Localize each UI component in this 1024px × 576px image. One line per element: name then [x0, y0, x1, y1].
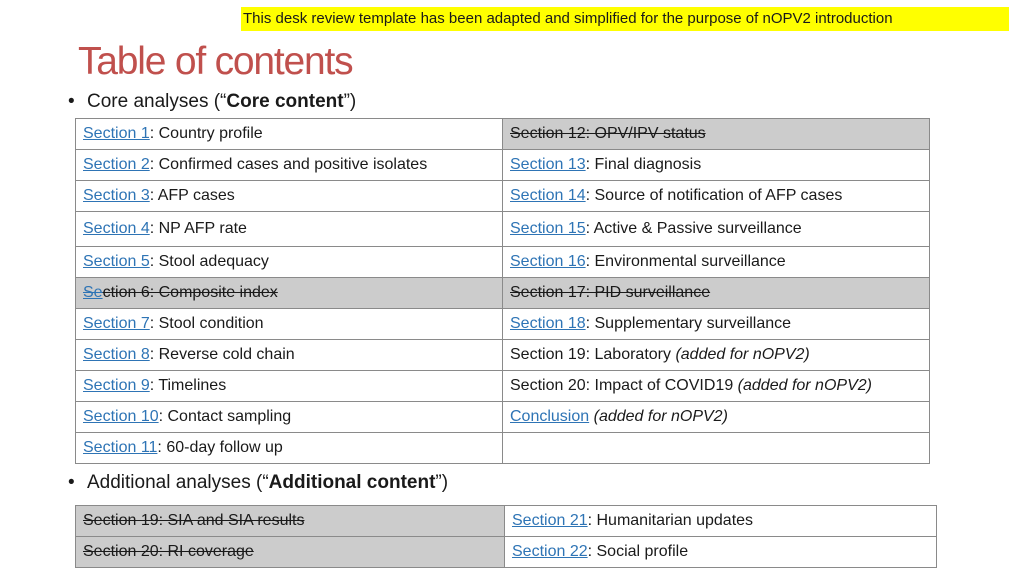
- section-link[interactable]: Section 22: [512, 543, 588, 560]
- table-cell: [76, 340, 503, 371]
- section-link[interactable]: Section 4: [83, 220, 150, 237]
- section-title: Section 20: Impact of COVID19: [510, 377, 738, 394]
- section-link[interactable]: Section 1: [83, 125, 150, 142]
- section-link[interactable]: Section 2: [83, 156, 150, 173]
- table-cell: [503, 340, 930, 371]
- additional-heading-bold: Additional content: [268, 472, 436, 493]
- table-cell: [503, 119, 930, 150]
- table-row: [76, 150, 930, 181]
- table-cell: [503, 278, 930, 309]
- section-title: : AFP cases: [149, 187, 235, 204]
- table-row: [76, 212, 930, 247]
- table-row: [76, 433, 930, 464]
- additional-analyses-heading: [68, 470, 448, 496]
- table-row: [76, 506, 937, 537]
- section-link[interactable]: Section 3: [83, 187, 150, 204]
- additional-contents-table: [75, 505, 937, 568]
- section-title: : Reverse cold chain: [149, 346, 295, 363]
- section-link[interactable]: Section 8: [83, 346, 150, 363]
- section-title: : NP AFP rate: [149, 220, 247, 237]
- table-cell: [503, 402, 930, 433]
- section-link[interactable]: Section 21: [512, 512, 588, 529]
- section-title-struck: Section 12: OPV/IPV status: [510, 125, 706, 142]
- core-heading-suffix: ”): [343, 91, 357, 112]
- empty-cell: [503, 433, 930, 464]
- section-title: : Humanitarian updates: [587, 512, 754, 529]
- section-title: : Contact sampling: [158, 408, 292, 425]
- table-cell: [503, 150, 930, 181]
- table-cell: [505, 537, 937, 568]
- section-title: : 60-day follow up: [157, 439, 283, 456]
- section-link[interactable]: Section 18: [510, 315, 586, 332]
- section-title: Section 19: Laboratory: [510, 346, 676, 363]
- core-contents-table: [75, 118, 930, 464]
- section-title: : Social profile: [587, 543, 689, 560]
- additional-heading-suffix: ”): [435, 472, 449, 493]
- table-cell: [76, 433, 503, 464]
- section-title-struck: Section 20: RI coverage: [83, 543, 254, 560]
- section-title-struck: Section 17: PID surveillance: [510, 284, 711, 301]
- section-title: : Timelines: [149, 377, 227, 394]
- table-row: [76, 278, 930, 309]
- section-link[interactable]: Section 16: [510, 253, 586, 270]
- table-cell: [76, 309, 503, 340]
- table-cell: [503, 181, 930, 212]
- core-heading-prefix: Core analyses (“: [87, 91, 227, 112]
- bullet-icon: •: [68, 91, 75, 112]
- section-title-struck: Section 19: SIA and SIA results: [83, 512, 305, 529]
- table-row: [76, 119, 930, 150]
- added-note: (added for nOPV2): [593, 408, 728, 425]
- section-title: : Country profile: [149, 125, 263, 142]
- added-note: (added for nOPV2): [675, 346, 810, 363]
- section-link[interactable]: Section 13: [510, 156, 586, 173]
- table-cell: [76, 150, 503, 181]
- section-title: : Final diagnosis: [585, 156, 702, 173]
- bullet-icon: •: [68, 472, 75, 493]
- table-row: [76, 371, 930, 402]
- section-title: : Stool condition: [149, 315, 264, 332]
- section-link[interactable]: Section 9: [83, 377, 150, 394]
- table-row: [76, 340, 930, 371]
- core-analyses-heading: [68, 89, 356, 115]
- section-link-struck[interactable]: Se: [83, 284, 103, 301]
- core-heading-bold: Core content: [226, 91, 344, 112]
- template-notice-banner: This desk review template has been adapted and simplified for the purpose of nOPV2 introduction: [241, 7, 1009, 31]
- table-cell: [76, 212, 503, 247]
- table-row: [76, 537, 937, 568]
- section-title: : Supplementary surveillance: [585, 315, 792, 332]
- section-link[interactable]: Section 10: [83, 408, 159, 425]
- table-cell: [76, 371, 503, 402]
- section-link[interactable]: Section 5: [83, 253, 150, 270]
- table-cell: [76, 119, 503, 150]
- table-cell: [76, 278, 503, 309]
- table-row: [76, 402, 930, 433]
- section-title-struck: ction 6: Composite index: [102, 284, 278, 301]
- table-cell: [505, 506, 937, 537]
- section-link[interactable]: Section 15: [510, 220, 586, 237]
- table-row: [76, 181, 930, 212]
- page-title: Table of contents: [78, 40, 353, 83]
- section-title: : Stool adequacy: [149, 253, 269, 270]
- table-cell: [76, 402, 503, 433]
- section-title: : Active & Passive surveillance: [585, 220, 802, 237]
- table-cell: [76, 181, 503, 212]
- section-link[interactable]: Section 14: [510, 187, 586, 204]
- section-link[interactable]: Section 11: [83, 439, 158, 456]
- table-cell: [76, 506, 505, 537]
- table-cell: [503, 212, 930, 247]
- conclusion-link[interactable]: Conclusion: [510, 408, 590, 425]
- added-note: (added for nOPV2): [737, 377, 872, 394]
- table-cell: [76, 247, 503, 278]
- table-row: [76, 247, 930, 278]
- table-cell: [503, 247, 930, 278]
- table-row: [76, 309, 930, 340]
- additional-heading-prefix: Additional analyses (“: [87, 472, 269, 493]
- section-title: : Environmental surveillance: [585, 253, 786, 270]
- table-cell: [76, 537, 505, 568]
- table-cell: [503, 371, 930, 402]
- section-title: : Source of notification of AFP cases: [585, 187, 843, 204]
- table-cell: [503, 309, 930, 340]
- section-title: : Confirmed cases and positive isolates: [149, 156, 428, 173]
- section-link[interactable]: Section 7: [83, 315, 150, 332]
